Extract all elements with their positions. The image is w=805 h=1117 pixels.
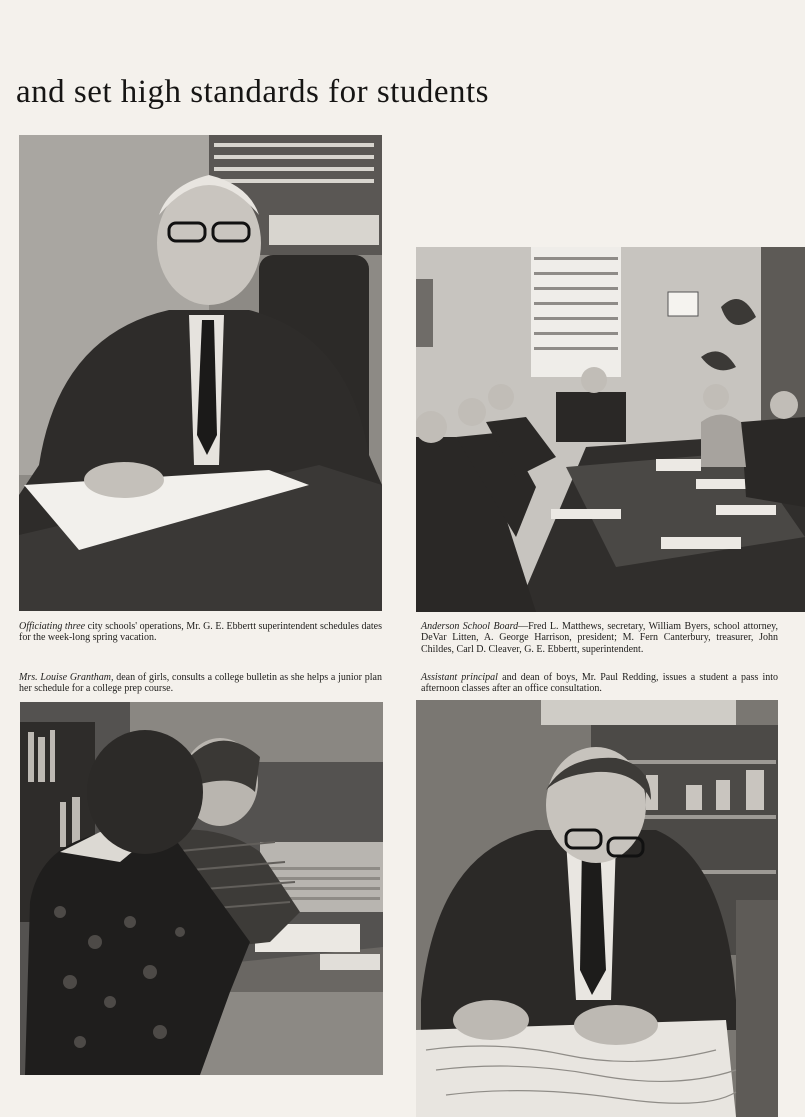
assistant-principal-caption	[421, 672, 778, 695]
caption-body: and dean of boys, Mr. Paul Redding, issues a student a pass into afternoon classes after an office consultation.	[421, 672, 778, 695]
caption-body: dean of girls, consults a college bulletin as she helps a junior plan her schedule for a college prep course.	[19, 672, 382, 695]
caption-body: —Fred L. Matthews, secretary, William Byers, school attorney, DeVar Litten, A. George Harrison, president; M. Fern Canterbury, treasurer, John Childes, Carl D. Cleaver, G. E. Ebbertt, superintendent.	[421, 621, 778, 655]
superintendent-photo	[19, 135, 382, 611]
caption-lead: Assistant principal	[421, 672, 498, 683]
dean-of-girls-photo	[20, 702, 383, 1075]
dean-of-girls-caption	[19, 672, 382, 695]
school-board-caption	[421, 621, 778, 655]
caption-lead: Mrs. Louise Grantham,	[19, 672, 114, 683]
caption-lead: Anderson School Board	[421, 621, 519, 632]
caption-body: city schools' operations, Mr. G. E. Ebbertt superintendent schedules dates for the week-long spring vacation.	[19, 621, 382, 644]
superintendent-caption	[19, 621, 382, 644]
page-headline: and set high standards for students	[16, 74, 490, 111]
school-board-photo	[416, 247, 805, 612]
assistant-principal-photo	[416, 700, 778, 1117]
caption-lead: Officiating three	[19, 621, 86, 632]
